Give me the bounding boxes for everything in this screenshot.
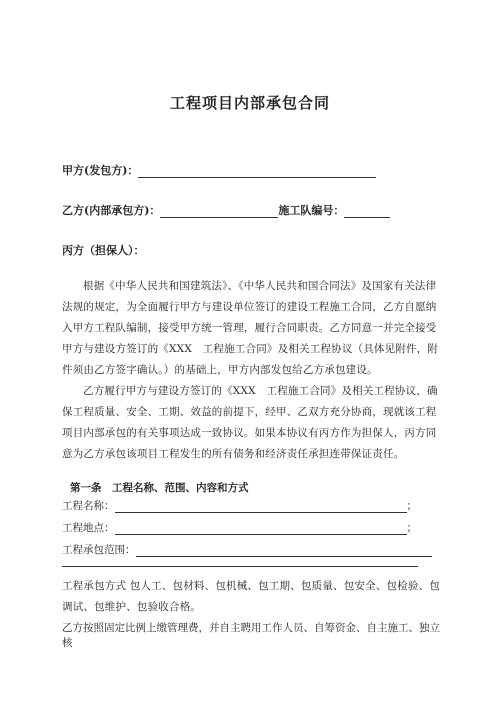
management-fee-text: 乙方按照固定比例上缴管理费，并自主聘用工作人员、自筹资金、自主施工、独立核 [62, 622, 440, 649]
project-name-blank [115, 502, 407, 513]
paragraph-2: 乙方履行甲方与建设方签订的《XXX 工程施工合同》及相关工程协议，确保工程质量、安全、工期、效益的前提下，经甲、乙双方充分协商，现就该工程项目内部承包的有关事项达成一致协议。如果本协议有丙方作为担保人，丙方同意为乙方承包该项目工程发生的所有债务和经济责任承担连带保证责任。 [62, 385, 438, 460]
contract-method-text: 工程承包方式 包人工、包材料、包机械、包工期、包质量、包安全、包检验、包调试、包维护、包验收合格。 [62, 580, 441, 613]
project-name-semicolon: ； [406, 500, 417, 512]
party-b-label: 乙方(内部承包方)： [62, 204, 161, 217]
article-1-heading: 第一条 工程名称、范围、内容和方式 [70, 482, 249, 494]
project-scope-line [62, 542, 432, 557]
paragraph-1: 根据《中华人民共和国建筑法》、《中华人民共和国合同法》及国家有关法律法规的规定，为全面履行甲方与建设单位签订的建设工程施工合同，乙方自愿纳入甲方工程队编制，接受甲方统一管理，履行合同职责。乙方同意一并完全接受甲方与建设方签订的《XXX 工程施工合同》及相关工程协议（具体见附件，附件须由乙方签字确认。）的基础上，甲方内部发包给乙方承包建设。 [62, 280, 439, 376]
team-number-label: 施工队编号： [278, 204, 345, 217]
document-title: 工程项目内部承包合同 [169, 94, 330, 112]
project-name-label: 工程名称： [62, 500, 115, 512]
party-a-blank [138, 165, 376, 178]
project-scope-blank [136, 546, 432, 557]
project-location-semicolon: ； [406, 522, 417, 534]
project-location-line [62, 520, 417, 535]
team-number-blank [344, 205, 390, 218]
party-a-label: 甲方(发包方)： [62, 164, 139, 177]
project-location-blank [115, 524, 407, 535]
project-scope-continuation-rule [62, 566, 418, 567]
project-location-label: 工程地点： [62, 522, 115, 534]
party-b-blank [160, 205, 278, 218]
project-scope-label: 工程承包范围： [62, 544, 136, 556]
party-c-line [62, 242, 145, 258]
project-name-line [62, 498, 417, 513]
party-b-line [62, 202, 390, 218]
party-c-label: 丙方（担保人）： [62, 244, 145, 257]
party-a-line [62, 162, 376, 178]
